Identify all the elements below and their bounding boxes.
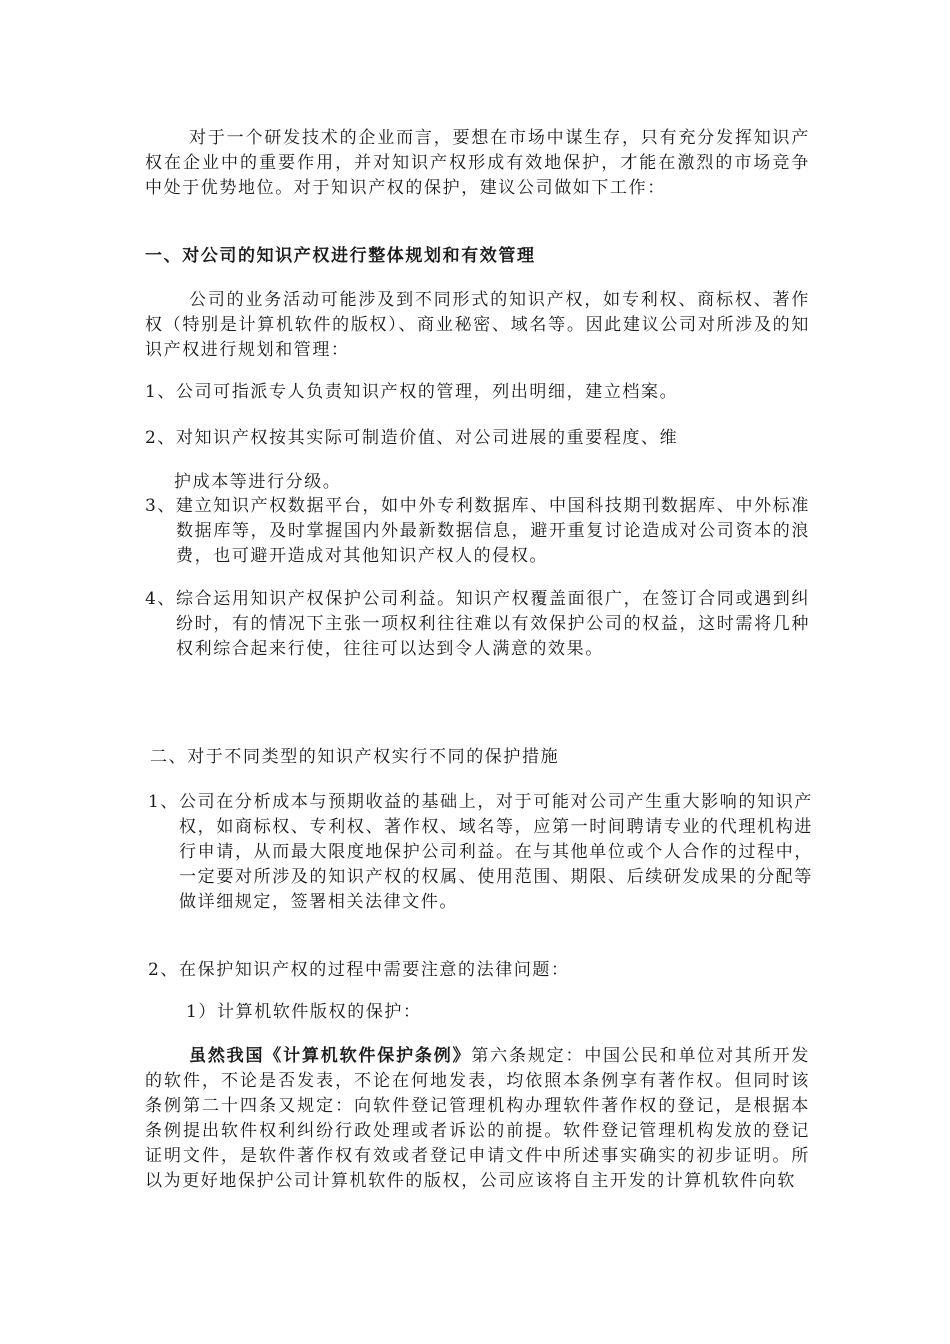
list-item-text: 对知识产权按其实际可制造价值、对公司进展的重要程度、维: [176, 428, 679, 448]
list-item-number: 2、: [148, 960, 180, 980]
list-item-text: 建立知识产权数据平台，如中外专利数据库、中国科技期刊数据库、中外标准数据库等，及时掌握国内外最新数据信息，避开重复讨论造成对公司资本的浪费，也可避开造成对其他知识产权人的侵权。: [176, 496, 810, 566]
list-item: [145, 380, 810, 405]
regulation-text: 第六条规定：中国公民和单位对其所开发的软件，不论是否发表，不论在何地发表，均依照本条例享有著作权。但同时该条例第二十四条又规定：向软件登记管理机构办理软件著作权的登记，是根据本条例提出软件权利纠纷行政处理或者诉讼的前提。软件登记管理机构发放的登记证明文件，是软件著作权有效或者登记申请文件中所述事实确实的初步证明。所以为更好地保护公司计算机软件的版权，公司应该将自主开发的计算机软件向软: [145, 1046, 810, 1191]
list-item-text: 综合运用知识产权保护公司利益。知识产权覆盖面很广，在签订合同或遇到纠纷时，有的情况下主张一项权利往往难以有效保护公司的权益，这时需将几种权利综合起来行使，往往可以达到令人满意的效果。: [176, 589, 810, 659]
list-item-number: 2、: [145, 428, 177, 448]
list-item-number: 3、: [145, 496, 177, 516]
list-item-number: 4、: [145, 589, 177, 609]
list-item-number: 1、: [145, 382, 177, 402]
sub-item-heading: 1）计算机软件版权的保护：: [186, 1002, 422, 1022]
list-item-text: 公司可指派专人负责知识产权的管理，列出明细，建立档案。: [176, 382, 679, 402]
list-item-number: 1、: [148, 792, 180, 812]
intro-paragraph: 对于一个研发技术的企业而言，要想在市场中谋生存，只有充分发挥知识产权在企业中的重要作用，并对知识产权形成有效地保护，才能在激烈的市场竞争中处于优势地位。对于知识产权的保护，建议公司做如下工作：: [145, 128, 810, 198]
regulation-title: 虽然我国《计算机软件保护条例》: [189, 1046, 472, 1066]
section1-heading: 一、对公司的知识产权进行整体规划和有效管理: [145, 246, 536, 266]
list-item: [145, 426, 810, 451]
section2-heading: 二、对于不同类型的知识产权实行不同的保护措施: [150, 747, 560, 767]
list-item: [148, 790, 813, 915]
list-item: [145, 494, 810, 569]
section1-paragraph: 公司的业务活动可能涉及到不同形式的知识产权，如专利权、商标权、著作权（特别是计算机软件的版权）、商业秘密、域名等。因此建议公司对所涉及的知识产权进行规划和管理：: [145, 290, 810, 360]
list-item: [145, 587, 810, 662]
list-item-text: 公司在分析成本与预期收益的基础上，对于可能对公司产生重大影响的知识产权，如商标权、专利权、著作权、域名等，应第一时间聘请专业的代理机构进行申请，从而最大限度地保护公司利益。在与其他单位或个人合作的过程中，一定要对所涉及的知识产权的权属、使用范围、期限、后续研发成果的分配等做详细规定，签署相关法律文件。: [179, 792, 813, 912]
list-item-text: 在保护知识产权的过程中需要注意的法律问题：: [179, 960, 570, 980]
software-copyright-paragraph: [145, 1044, 810, 1194]
list-item: [148, 958, 813, 983]
list-item-continuation: 护成本等进行分级。: [174, 472, 342, 492]
